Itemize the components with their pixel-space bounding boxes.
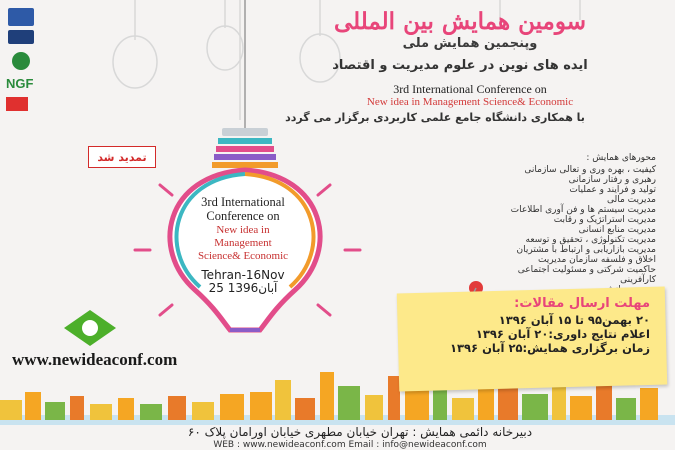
list-item: رهبری و رفتار سازمانی [568, 175, 656, 185]
footer-address: دبیرخانه دائمی همایش : تهران خیابان مطهری خیابان اورامان پلاک ۶۰ [187, 425, 533, 439]
footer-contact[interactable]: WEB : www.newideaconf.com Email : info@newideaconf.com [213, 440, 487, 450]
list-item: حاکمیت شرکتی و مسئولیت اجتماعی [517, 265, 656, 275]
list-item: مدیریت مالی [606, 195, 656, 205]
sponsor-logo-top [6, 6, 36, 48]
conference-title-en: 3rd International Conference on [393, 82, 547, 96]
list-item: تولید و فرایند و عملیات [569, 185, 656, 195]
bulb-line-5: Science& Economic [197, 250, 289, 262]
list-item: کارآفرینی [620, 275, 656, 285]
list-item: مدیریت بازاریابی و ارتباط با مشتریان [516, 245, 656, 255]
collaboration-text: با همکاری دانشگاه جامع علمی کاربردی برگزار می گردد [285, 111, 585, 124]
deadline-title: مهلت ارسال مقالات: [514, 296, 650, 311]
idea-logo [62, 308, 118, 348]
conference-subtitle-en: New idea in Management Science& Economic [366, 96, 574, 108]
bulb-line-2: Conference on [206, 209, 280, 223]
list-item: ۲۰ بهمن۹۵ تا ۱۵ آبان ۱۳۹۶ [498, 313, 650, 327]
conference-title-fa: سومین همایش بین المللی [333, 8, 587, 35]
bulb-conference-title [168, 195, 318, 223]
website-link[interactable]: www.newideaconf.com [12, 350, 178, 369]
list-item: کیفیت ، بهره وری و تعالی سازمانی [524, 165, 656, 175]
axes-list [400, 165, 656, 295]
list-item: اخلاق و فلسفه سازمان مدیریت [537, 255, 656, 265]
ngf-logo [4, 74, 38, 94]
list-item: مدیریت منابع انسانی [578, 225, 656, 235]
bulb-line-4: Management [214, 237, 272, 249]
civilica-logo [6, 50, 36, 72]
bulb-conference-topic [168, 224, 318, 263]
list-item: مدیریت سیستم ها و فن آوری اطلاعات [510, 205, 656, 215]
list-item: اعلام نتایج داوری:۲۰ آبان ۱۳۹۶ [475, 327, 650, 341]
sponsor-logo-red [6, 96, 28, 110]
conference-subtitle-fa: وپنجمین همایش ملی [402, 36, 538, 51]
deadline-list [400, 313, 650, 355]
bulb-date-en: Tehran-16Nov [201, 268, 285, 282]
list-item: مدیریت استراتژیک و رقابت [553, 215, 656, 225]
bulb-line-3: New idea in [216, 224, 270, 236]
extended-badge: تمدید شد [88, 146, 156, 168]
list-item: زمان برگزاری همایش:۲۵ آبان ۱۳۹۶ [449, 341, 650, 355]
axes-title: محورهای همایش : [586, 153, 656, 163]
conference-topic-fa: ایده های نوین در علوم مدیریت و اقتصاد [332, 58, 588, 73]
svg-text:NGF: NGF [6, 76, 34, 91]
bulb-date-fa: 25 آبان1396 [208, 281, 278, 295]
list-item: مدیریت تکنولوژی ، تحقیق و توسعه [525, 235, 656, 245]
bulb-socket [212, 128, 278, 168]
bulb-line-1: 3rd International [201, 195, 285, 209]
